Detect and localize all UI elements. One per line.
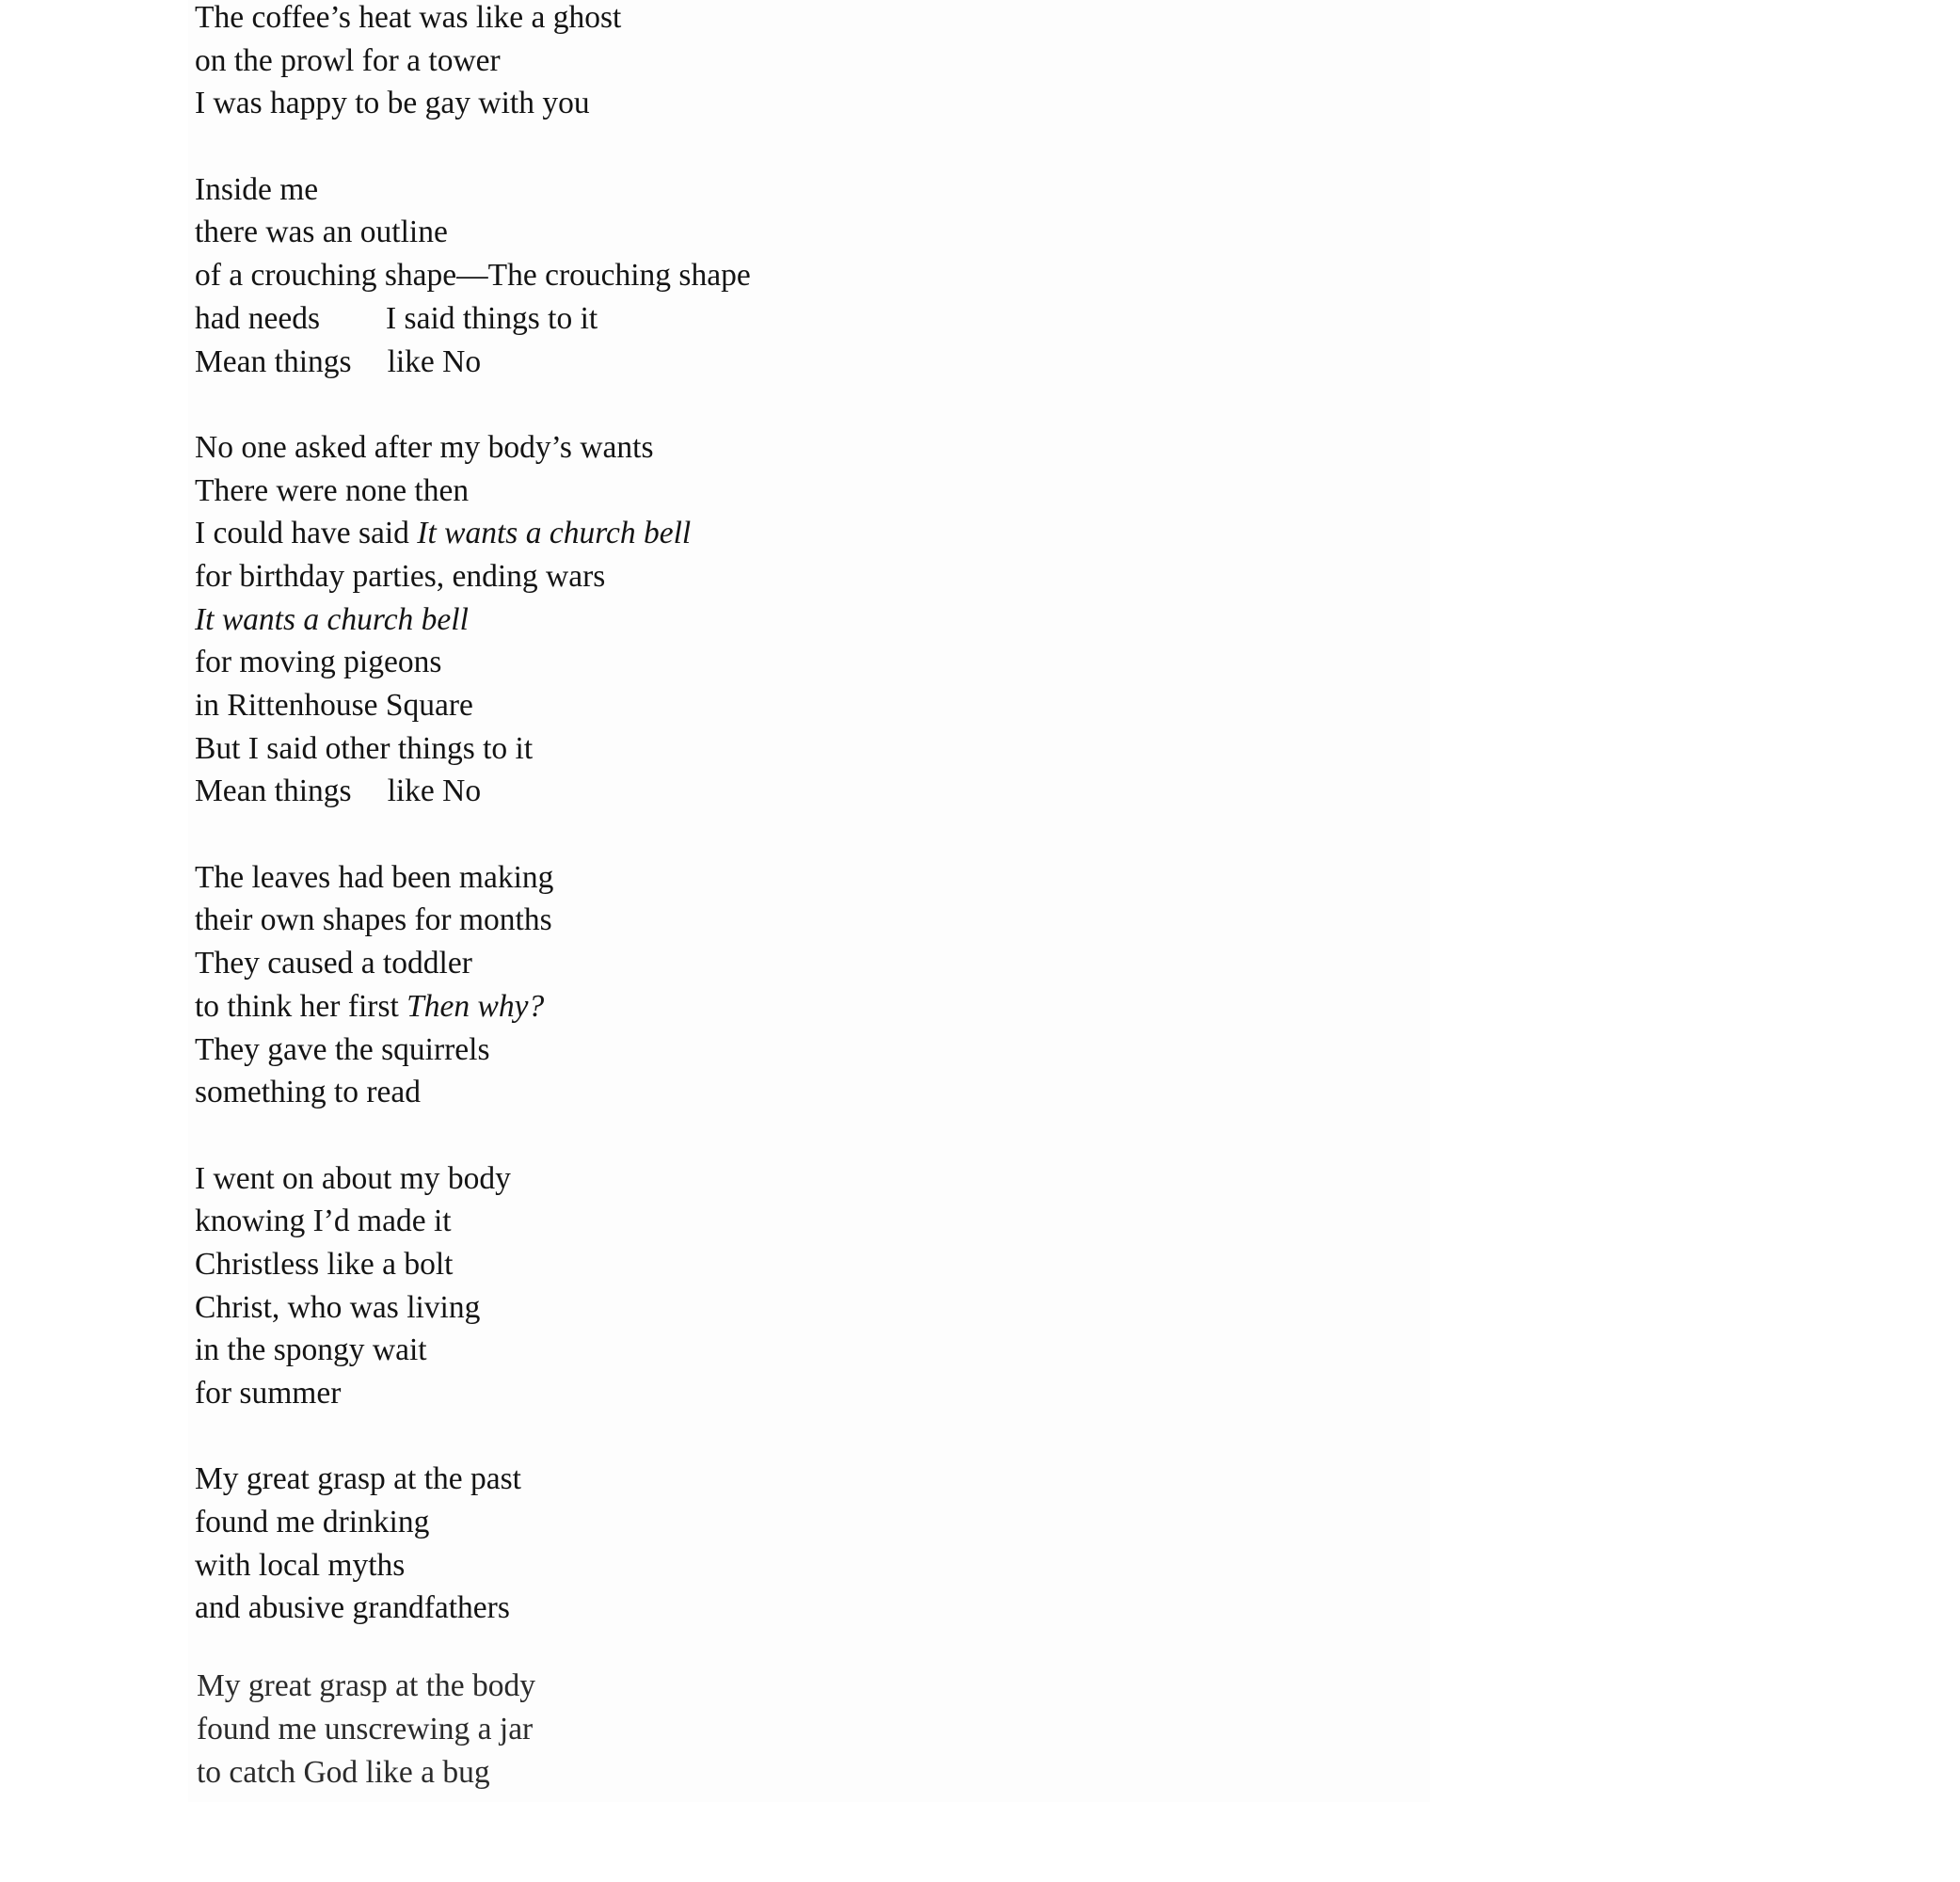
poem-line: with local myths [195, 1547, 406, 1583]
poem-line: I was happy to be gay with you [195, 86, 590, 121]
line-part: like No [387, 343, 482, 379]
stanza-3 [195, 430, 751, 817]
poem-line: There were none then [195, 472, 470, 508]
poem-line: found me unscrewing a jar [197, 1711, 534, 1746]
poem-line: for moving pigeons [195, 645, 442, 680]
poem-line: They caused a toddler [195, 946, 472, 981]
line-part: I could have said [195, 516, 418, 551]
poem-line: in Rittenhouse Square [195, 688, 473, 723]
poem-line: something to read [195, 1075, 422, 1110]
italic-phrase: It wants a church bell [417, 516, 692, 551]
poem-line: their own shapes for months [195, 902, 552, 938]
poem-line: and abusive grandfathers [195, 1590, 510, 1626]
italic-phrase: Then why? [406, 988, 545, 1024]
stanza-4 [195, 860, 751, 1118]
stanza-break [195, 129, 751, 172]
stanza-5 [195, 1161, 751, 1419]
stanza-2 [195, 172, 751, 387]
stanza-6 [195, 1461, 751, 1634]
poem-line-split [195, 301, 751, 344]
poem-line: Inside me [195, 171, 319, 207]
poem-line: for summer [195, 1376, 342, 1411]
line-part: had needs [195, 300, 321, 336]
stanza-7 [195, 1668, 751, 1797]
poem-line: found me drinking [195, 1505, 430, 1540]
poem-line: My great grasp at the body [197, 1668, 536, 1704]
line-part: to think her first [195, 988, 407, 1024]
stanza-break [195, 1118, 751, 1161]
poem-line-split [195, 774, 751, 817]
line-part: Mean things [195, 343, 352, 379]
stanza-break [195, 387, 751, 430]
poem-line: of a crouching shape—The crouching shape [195, 258, 751, 294]
stanza-1 [195, 0, 751, 129]
poem-line: My great grasp at the past [195, 1461, 521, 1497]
italic-phrase: It wants a church bell [195, 601, 469, 637]
poem-line-italic [195, 602, 751, 646]
poem-line: I went on about my body [195, 1160, 511, 1196]
line-part: like No [387, 774, 482, 809]
stanza-break [195, 1634, 751, 1668]
stanza-break [195, 817, 751, 860]
poem-text [195, 0, 751, 1797]
poem-line: Christless like a bolt [195, 1246, 454, 1282]
poem-line-mixed [195, 989, 751, 1032]
poem-line: No one asked after my body’s wants [195, 429, 654, 465]
poem-line: on the prowl for a tower [195, 42, 501, 78]
poem-line-mixed [195, 516, 751, 559]
line-part: I said things to it [386, 300, 598, 336]
poem-line: knowing I’d made it [195, 1204, 452, 1239]
line-part: Mean things [195, 774, 352, 809]
poem-line: to catch God like a bug [197, 1754, 490, 1790]
stanza-break [195, 1419, 751, 1462]
poem-line: for birthday parties, ending wars [195, 558, 606, 594]
poem-line: But I said other things to it [195, 730, 534, 766]
poem-line: The leaves had been making [195, 859, 554, 895]
poem-line: The coffee’s heat was like a ghost [195, 0, 622, 35]
poem-line: in the spongy wait [195, 1332, 427, 1368]
poem-line: They gave the squirrels [195, 1031, 490, 1067]
poem-line: Christ, who was living [195, 1289, 481, 1325]
poem-line-split [195, 344, 751, 388]
poem-line: there was an outline [195, 215, 448, 250]
